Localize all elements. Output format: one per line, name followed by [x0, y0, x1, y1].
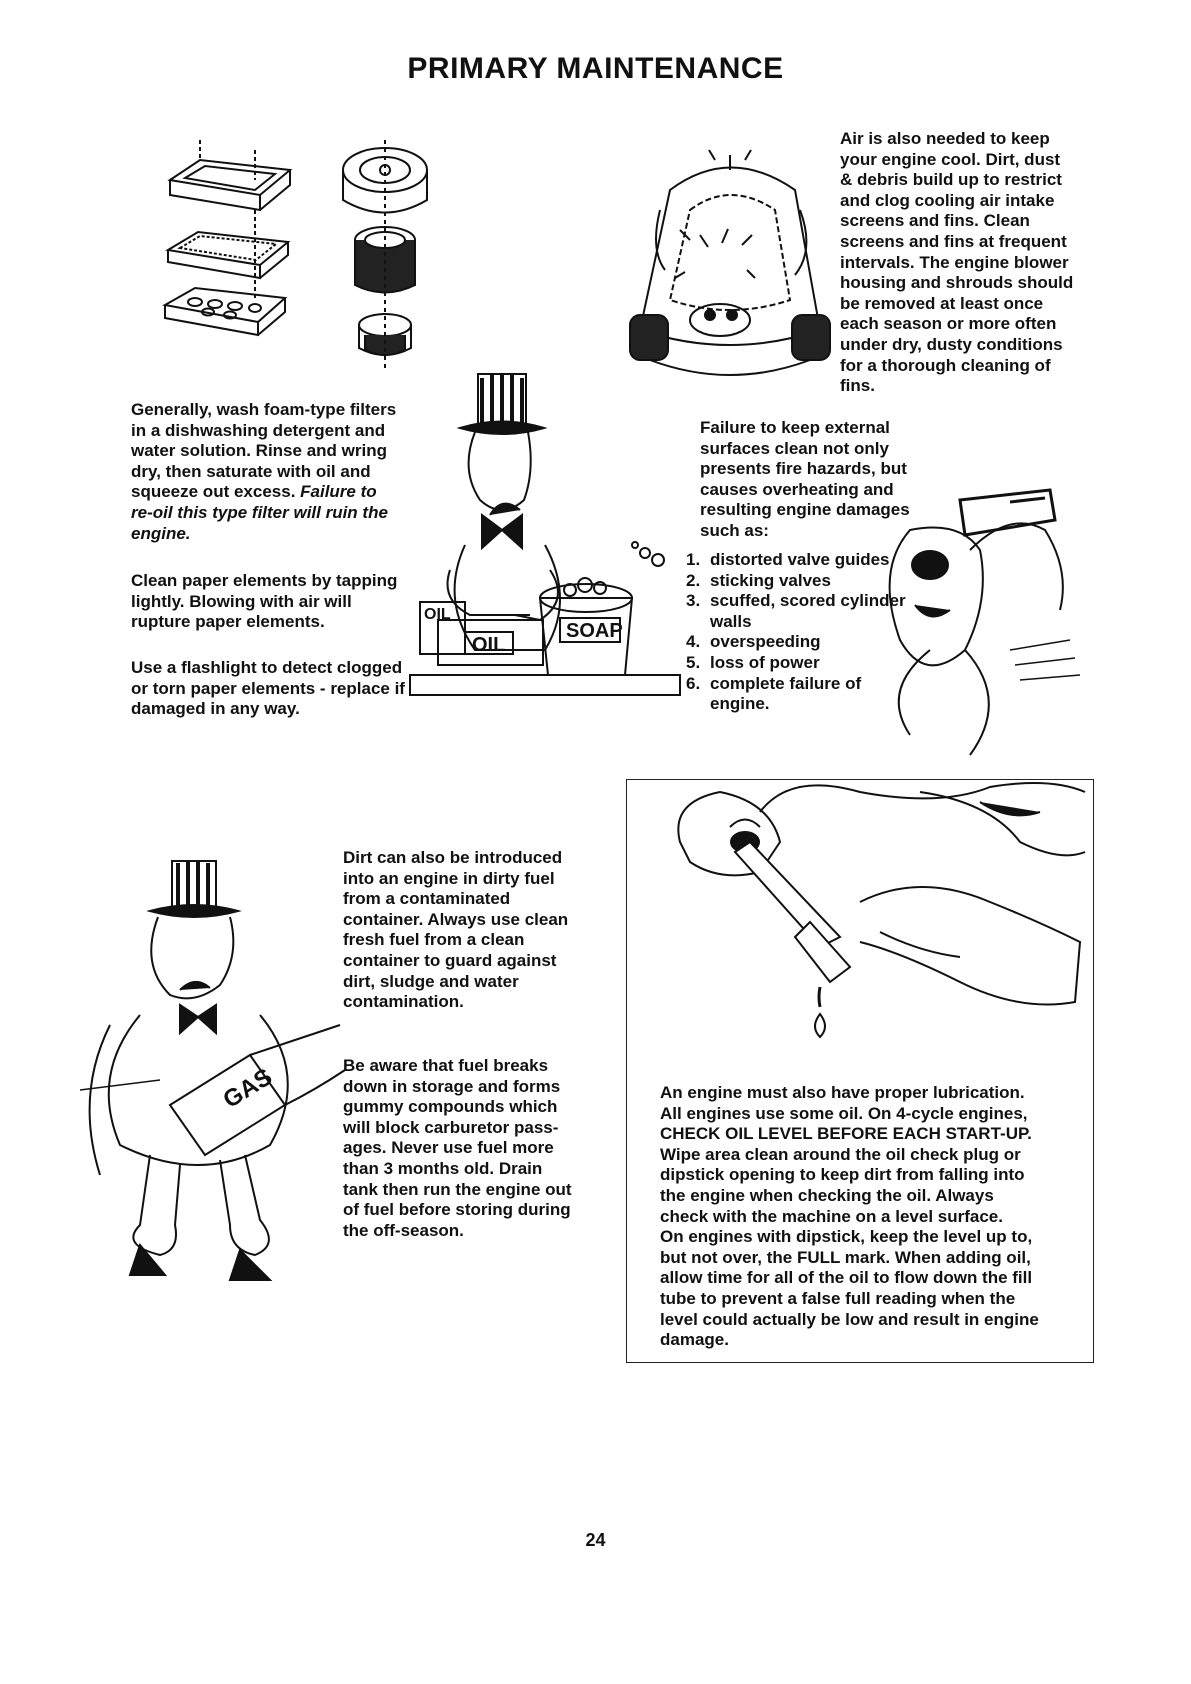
- text-line: into an engine in dirty fuel: [343, 868, 555, 888]
- text-line: in a dishwashing detergent and: [131, 420, 386, 440]
- warning-text: re-oil this type filter will ruin the: [131, 502, 388, 522]
- text-line: Failure to keep external: [700, 418, 890, 437]
- text-line: tank then run the engine out: [343, 1179, 572, 1199]
- text-line: each season or more often: [840, 314, 1057, 334]
- text-line: from a contaminated: [343, 889, 511, 909]
- text-line: the off-season.: [343, 1220, 464, 1240]
- text-line: lightly. Blowing with air will: [131, 591, 352, 611]
- text-line: presents fire hazards, but: [700, 459, 907, 479]
- text-line: Clean paper elements by tapping: [131, 571, 398, 590]
- text-segment: squeeze out excess.: [131, 482, 301, 502]
- text-line: All engines use some oil. On 4-cycle engines,: [660, 1103, 1028, 1123]
- warning-text: Failure to: [300, 482, 377, 502]
- list-item: [686, 694, 946, 715]
- list-text: engine.: [710, 694, 770, 714]
- text-line: dirt, sludge and water: [343, 971, 519, 991]
- list-item: [686, 571, 946, 592]
- list-item: [686, 674, 946, 695]
- list-number: 3.: [686, 591, 701, 611]
- text-line: ages. Never use fuel more: [343, 1138, 554, 1158]
- text-line: check with the machine on a level surface.: [660, 1206, 1003, 1226]
- text-line: will block carburetor pass-: [343, 1117, 559, 1137]
- text-line: Be aware that fuel breaks: [343, 1056, 549, 1075]
- list-number: 5.: [686, 652, 701, 672]
- text-line: of fuel before storing during: [343, 1200, 571, 1220]
- text-line: allow time for all of the oil to flow down the fill: [660, 1268, 1033, 1288]
- text-line: screens and fins. Clean: [840, 211, 1030, 231]
- page-title: PRIMARY MAINTENANCE: [407, 52, 784, 85]
- text-line: rupture paper elements.: [131, 612, 325, 632]
- list-item: [686, 653, 946, 674]
- oil-box-label: OIL: [472, 634, 506, 656]
- list-item: [686, 591, 946, 612]
- text-line: housing and shrouds should: [840, 273, 1074, 293]
- text-line: contamination.: [343, 992, 464, 1012]
- text-line: causes overheating and: [700, 479, 894, 499]
- text-line: Air is also needed to keep: [840, 129, 1050, 148]
- text-line: tube to prevent a false full reading when the: [660, 1288, 1016, 1308]
- list-text: loss of power: [710, 652, 820, 672]
- air-cooling-text: [840, 129, 1110, 397]
- text-line: water solution. Rinse and wring: [131, 441, 387, 461]
- text-line: container to guard against: [343, 950, 557, 970]
- text-line: Wipe area clean around the oil check plug or: [660, 1144, 1021, 1164]
- list-item: [686, 632, 946, 653]
- text-line: dipstick opening to keep dirt from falling into: [660, 1165, 1025, 1185]
- text-line: CHECK OIL LEVEL BEFORE EACH START-UP.: [660, 1124, 1032, 1144]
- paper-air-filter-illustration: [335, 140, 435, 370]
- text-line: Generally, wash foam-type filters: [131, 400, 397, 419]
- list-number: [686, 694, 710, 715]
- text-line: your engine cool. Dirt, dust: [840, 149, 1061, 169]
- list-number: 1.: [686, 550, 701, 569]
- list-number: 6.: [686, 673, 701, 693]
- text-line: Use a flashlight to detect clogged: [131, 658, 403, 677]
- text-line: dry, then saturate with oil and: [131, 461, 371, 481]
- text-line: the engine when checking the oil. Always: [660, 1185, 994, 1205]
- text-line: down in storage and forms: [343, 1076, 561, 1096]
- list-text: scuffed, scored cylinder: [710, 591, 906, 611]
- list-text: sticking valves: [710, 570, 831, 590]
- list-text: complete failure of: [710, 673, 862, 693]
- text-line: fins.: [840, 376, 875, 396]
- text-line: surfaces clean not only: [700, 438, 889, 458]
- external-surfaces-text: [700, 418, 960, 542]
- text-line: but not over, the FULL mark. When adding oil,: [660, 1247, 1031, 1267]
- text-line: An engine must also have proper lubrication.: [660, 1083, 1025, 1102]
- turtle-washing-illustration: [420, 370, 690, 745]
- paper-element-text: [131, 571, 451, 633]
- dirty-fuel-text: [343, 848, 623, 1013]
- warning-text: engine.: [131, 523, 191, 543]
- list-item: [686, 612, 946, 633]
- text-line: screens and fins at frequent: [840, 231, 1067, 251]
- dipstick-illustration: [660, 782, 1090, 1072]
- text-line: or torn paper elements - replace if: [131, 678, 405, 698]
- text-line: under dry, dusty conditions: [840, 334, 1063, 354]
- list-item: [686, 550, 946, 571]
- soap-bucket-label: SOAP: [566, 620, 623, 642]
- text-line: On engines with dipstick, keep the level up to,: [660, 1227, 1033, 1247]
- turtle-gas-can-illustration: [80, 855, 360, 1295]
- text-line: than 3 months old. Drain: [343, 1158, 543, 1178]
- text-line: gummy compounds which: [343, 1097, 558, 1117]
- gas-can-label: GAS: [218, 1063, 277, 1114]
- text-line: for a thorough cleaning of: [840, 355, 1051, 375]
- text-line: level could actually be low and result in engine: [660, 1309, 1039, 1329]
- list-number: [686, 612, 710, 633]
- lubrication-text: [660, 1083, 1090, 1351]
- foam-filter-text: [131, 400, 451, 544]
- text-line: [131, 482, 451, 503]
- text-line: and clog cooling air intake: [840, 190, 1055, 210]
- page-number: 24: [585, 1530, 606, 1550]
- flashlight-text: [131, 658, 451, 720]
- list-text: overspeeding: [710, 632, 821, 652]
- text-line: Dirt can also be introduced: [343, 848, 563, 867]
- dirty-engine-illustration: [620, 150, 840, 400]
- text-line: & debris build up to restrict: [840, 170, 1062, 190]
- text-line: such as:: [700, 520, 769, 540]
- fuel-storage-text: [343, 1056, 623, 1241]
- text-line: be removed at least once: [840, 293, 1044, 313]
- foam-air-filter-illustration: [160, 140, 310, 340]
- list-number: 2.: [686, 570, 701, 590]
- engine-damage-list: [686, 550, 946, 715]
- list-text: walls: [710, 611, 752, 631]
- oil-can-label: OIL: [424, 606, 451, 623]
- text-line: fresh fuel from a clean: [343, 930, 525, 950]
- text-line: resulting engine damages: [700, 500, 910, 520]
- list-text: distorted valve guides: [710, 550, 890, 569]
- text-line: damage.: [660, 1330, 729, 1350]
- text-line: container. Always use clean: [343, 909, 569, 929]
- text-line: intervals. The engine blower: [840, 252, 1069, 272]
- list-number: 4.: [686, 632, 701, 652]
- text-line: damaged in any way.: [131, 699, 300, 719]
